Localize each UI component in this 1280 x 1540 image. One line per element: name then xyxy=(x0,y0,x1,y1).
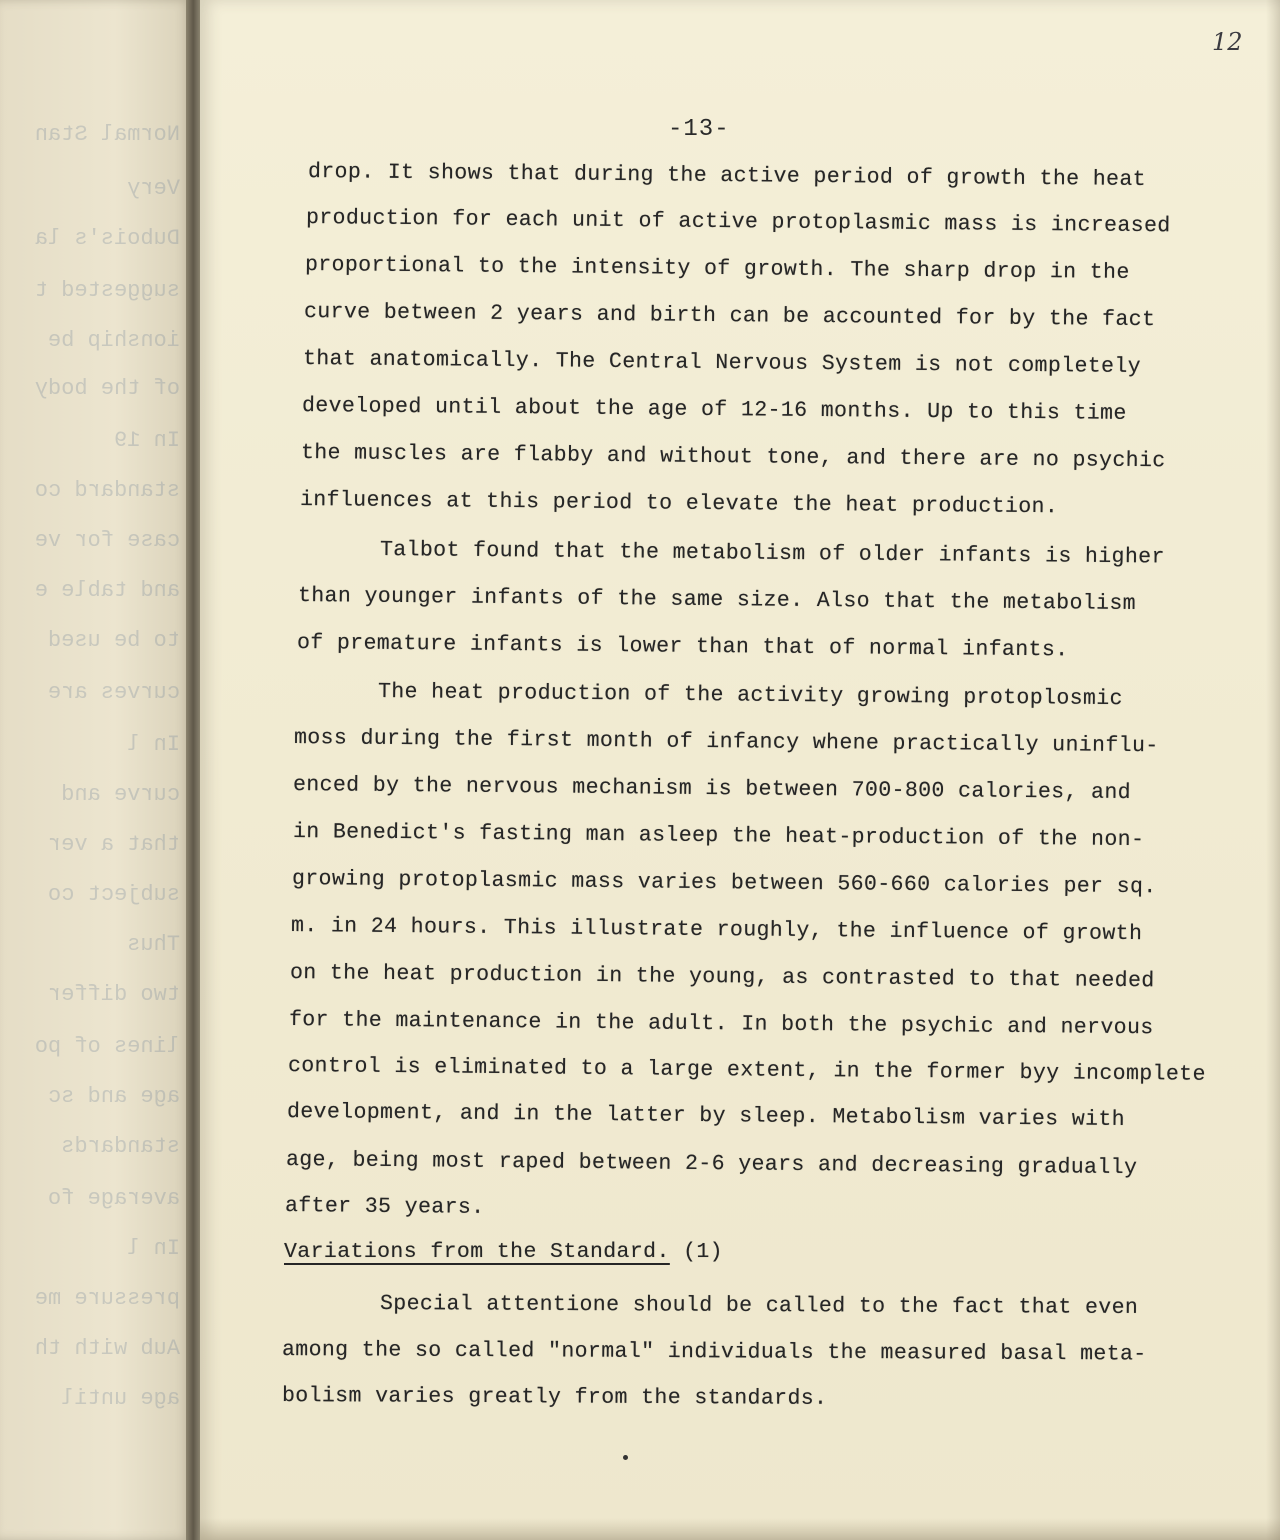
facing-page-fragment: Aub with th xyxy=(34,1336,180,1361)
text-line: developed until about the age of 12-16 months. Up to this time xyxy=(301,394,1127,426)
text-line: age, being most raped between 2-6 years and decreasing gradually xyxy=(285,1148,1138,1181)
facing-page-fragment: curves are xyxy=(47,680,180,705)
text-line: proportional to the intensity of growth. The sharp drop in the xyxy=(304,253,1130,285)
facing-page-fragment: lines of po xyxy=(34,1034,180,1059)
facing-page-fragment: In l xyxy=(127,1236,180,1261)
facing-page-fragment: two differ xyxy=(47,982,180,1007)
text-line: growing protoplasmic mass varies between 560-660 calories per sq. xyxy=(291,867,1157,900)
text-line: that anatomically. The Central Nervous System is not completely xyxy=(302,347,1142,380)
text-line: of premature infants is lower than that of normal infants. xyxy=(296,631,1069,663)
text-line: moss during the first month of infancy whene practically uninflu- xyxy=(293,726,1159,759)
facing-page-fragment: age until xyxy=(61,1386,180,1411)
text-line: influences at this period to elevate the heat production. xyxy=(299,488,1059,520)
facing-page-fragment: Normal Stan xyxy=(34,122,180,147)
handwritten-folio-number: 12 xyxy=(1212,28,1243,56)
facing-page-fragment: case for ve xyxy=(34,528,180,553)
facing-page-fragment: standard co xyxy=(34,478,180,503)
text-line: in Benedict's fasting man asleep the heat-production of the non- xyxy=(292,820,1145,853)
facing-page xyxy=(0,0,192,1540)
section-heading: Variations from the Standard. xyxy=(284,1240,670,1264)
text-line: the muscles are flabby and without tone, and there are no psychic xyxy=(300,441,1166,474)
text-line: bolism varies greatly from the standards. xyxy=(281,1384,828,1411)
facing-page-fragment: age and sc xyxy=(47,1084,180,1109)
text-line: control is eliminated to a large extent, in the former byy incomplete xyxy=(287,1054,1206,1087)
text-line: curve between 2 years and birth can be accounted for by the fact xyxy=(303,300,1156,333)
text-line: production for each unit of active protoplasmic mass is increased xyxy=(305,206,1171,239)
page-edge-shadow xyxy=(1266,0,1280,1540)
text-line: after 35 years. xyxy=(284,1194,485,1220)
facing-page-fragment: ionship be xyxy=(47,328,180,353)
text-line: Talbot found that the metabolism of older infants is higher xyxy=(379,538,1165,570)
text-line: Special attentione should be called to the fact that even xyxy=(379,1292,1139,1320)
facing-page-fragment: average fo xyxy=(47,1186,180,1211)
text-line: development, and in the latter by sleep. Metabolism varies with xyxy=(286,1100,1126,1133)
page-number: -13- xyxy=(668,116,730,143)
facing-page-fragment: and table e xyxy=(34,578,180,603)
section-heading-line xyxy=(284,1240,723,1264)
text-line: on the heat production in the young, as contrasted to that needed xyxy=(289,961,1155,994)
facing-page-fragment: to be used xyxy=(47,628,180,653)
text-line: drop. It shows that during the active period of growth the heat xyxy=(307,160,1147,193)
facing-page-fragment: Dubois's la xyxy=(34,226,180,251)
facing-page-fragment: suggested t xyxy=(34,278,180,303)
facing-page-fragment: Very xyxy=(127,176,180,201)
page-bottom-shadow xyxy=(200,1518,1280,1540)
facing-page-fragment: curve and xyxy=(61,782,180,807)
text-line: m. in 24 hours. This illustrate roughly, the influence of growth xyxy=(290,914,1143,947)
facing-page-fragment: of the body xyxy=(34,376,180,401)
section-reference: (1) xyxy=(683,1240,723,1264)
facing-page-fragment: pressure me xyxy=(34,1286,180,1311)
text-line: enced by the nervous mechanism is between 700-800 calories, and xyxy=(292,773,1132,806)
text-line: The heat production of the activity growing protoplosmic xyxy=(377,680,1124,712)
ink-mark xyxy=(623,1455,628,1460)
facing-page-fragment: In 19 xyxy=(113,428,180,453)
text-line: than younger infants of the same size. Also that the metabolism xyxy=(297,584,1137,617)
facing-page-fragment: subject co xyxy=(47,882,180,907)
text-line: for the maintenance in the adult. In both the psychic and nervous xyxy=(288,1008,1154,1041)
text-line: among the so called "normal" individuals the measured basal meta- xyxy=(281,1338,1147,1367)
facing-page-fragment: standards xyxy=(61,1134,180,1159)
facing-page-fragment: Thus xyxy=(127,932,180,957)
facing-page-fragment: that a ver xyxy=(47,832,180,857)
facing-page-fragment: In l xyxy=(127,732,180,757)
